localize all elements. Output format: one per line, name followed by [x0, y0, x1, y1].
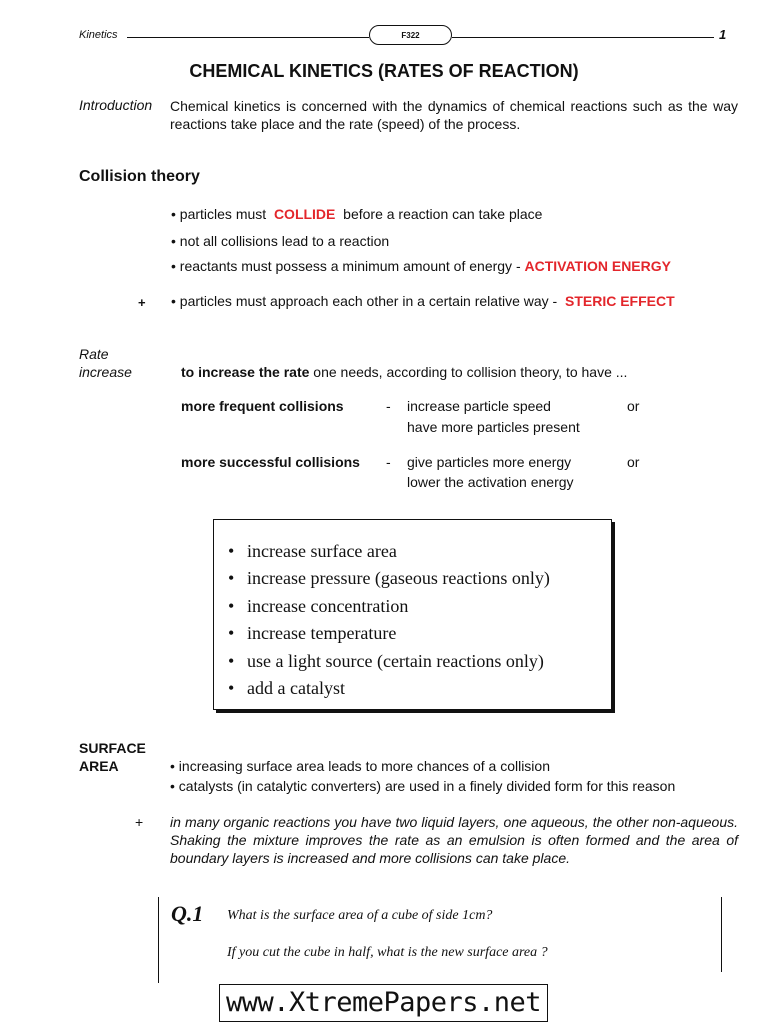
box-item: • increase concentration — [228, 595, 409, 616]
rate-method-line: increase particle speed — [407, 398, 551, 414]
surface-area-label: SURFACE AREA — [79, 740, 146, 774]
rate-term-frequent: more frequent collisions — [181, 398, 344, 414]
rate-label-line1: Rate — [79, 346, 109, 362]
question-line-2: If you cut the cube in half, what is the new surface area ? — [227, 945, 548, 960]
page-title: CHEMICAL KINETICS (RATES OF REACTION) — [189, 61, 579, 81]
header-rule-right — [452, 37, 714, 38]
page-number: 1 — [719, 27, 727, 42]
plus-marker: + — [135, 814, 144, 830]
rate-lead-rest: one needs, according to collision theory, to have ... — [313, 364, 628, 380]
surface-area-bullet-1: • increasing surface area leads to more chances of a collision — [170, 758, 550, 774]
box-item: • increase pressure (gaseous reactions only) — [228, 568, 550, 589]
collision-bullet-3 — [171, 258, 671, 274]
box-item: • increase temperature — [228, 623, 397, 644]
bullet-text: reactants must possess a minimum amount of energy - — [179, 258, 521, 274]
question-line-1: What is the surface area of a cube of side 1cm? — [227, 908, 493, 923]
header-tag: F322 — [369, 25, 452, 45]
bullet-text-after: before a reaction can take place — [343, 206, 543, 222]
question-left-rule — [158, 897, 159, 983]
surface-area-bullet-2: • catalysts (in catalytic converters) are used in a finely divided form for this reason — [170, 778, 676, 794]
box-item: • use a light source (certain reactions only) — [228, 650, 544, 671]
box-item: • increase surface area — [228, 541, 397, 561]
rate-method-line: have more particles present — [407, 419, 580, 435]
bullet-text: particles must approach each other in a certain relative way - — [179, 293, 558, 309]
rate-or: or — [627, 454, 640, 470]
question-number: Q.1 — [171, 901, 204, 926]
rate-term-successful: more successful collisions — [181, 454, 360, 470]
bullet-text: not all collisions lead to a reaction — [179, 233, 390, 249]
bullet-dot: • — [171, 258, 180, 274]
question-right-rule — [721, 897, 722, 972]
rate-label-line2: increase — [79, 364, 132, 380]
bullet-dot: • — [171, 206, 180, 222]
box-item: • add a catalyst — [228, 678, 345, 699]
bullet-text: particles must — [179, 206, 267, 222]
collision-theory-heading: Collision theory — [79, 168, 200, 185]
collision-bullet-1 — [171, 206, 542, 222]
intro-text: Chemical kinetics is concerned with the dynamics of chemical reactions such as the way reactions take place and the rate (speed) of the process. — [170, 98, 738, 132]
intro-label: Introduction — [79, 97, 153, 113]
rate-dash: - — [386, 454, 391, 470]
rate-method-line: give particles more energy — [407, 454, 572, 470]
rate-or: or — [627, 398, 640, 414]
rate-factors-box — [213, 519, 612, 710]
rate-dash: - — [386, 398, 391, 414]
rate-lead-bold: to increase the rate — [181, 364, 310, 380]
bullet-dot: • — [171, 293, 180, 309]
collision-bullet-2 — [171, 233, 389, 249]
header-rule-left — [127, 37, 369, 38]
watermark: www.XtremePapers.net — [219, 984, 548, 1022]
plus-marker: + — [138, 295, 146, 310]
rate-method-line: lower the activation energy — [407, 474, 574, 490]
bullet-highlight: COLLIDE — [273, 206, 336, 222]
rate-lead — [181, 364, 627, 380]
bullet-highlight: ACTIVATION ENERGY — [524, 258, 671, 274]
bullet-highlight: STERIC EFFECT — [564, 293, 675, 309]
organic-reactions-note: in many organic reactions you have two liquid layers, one aqueous, the other non-aqueous. Shaking the mixture improves the rate as an emulsion is often formed and the area of boundary layers is increased and more collisions can take place. — [170, 814, 738, 866]
collision-bullet-4 — [171, 293, 675, 309]
header-section-title: Kinetics — [79, 29, 118, 41]
bullet-dot: • — [171, 233, 180, 249]
